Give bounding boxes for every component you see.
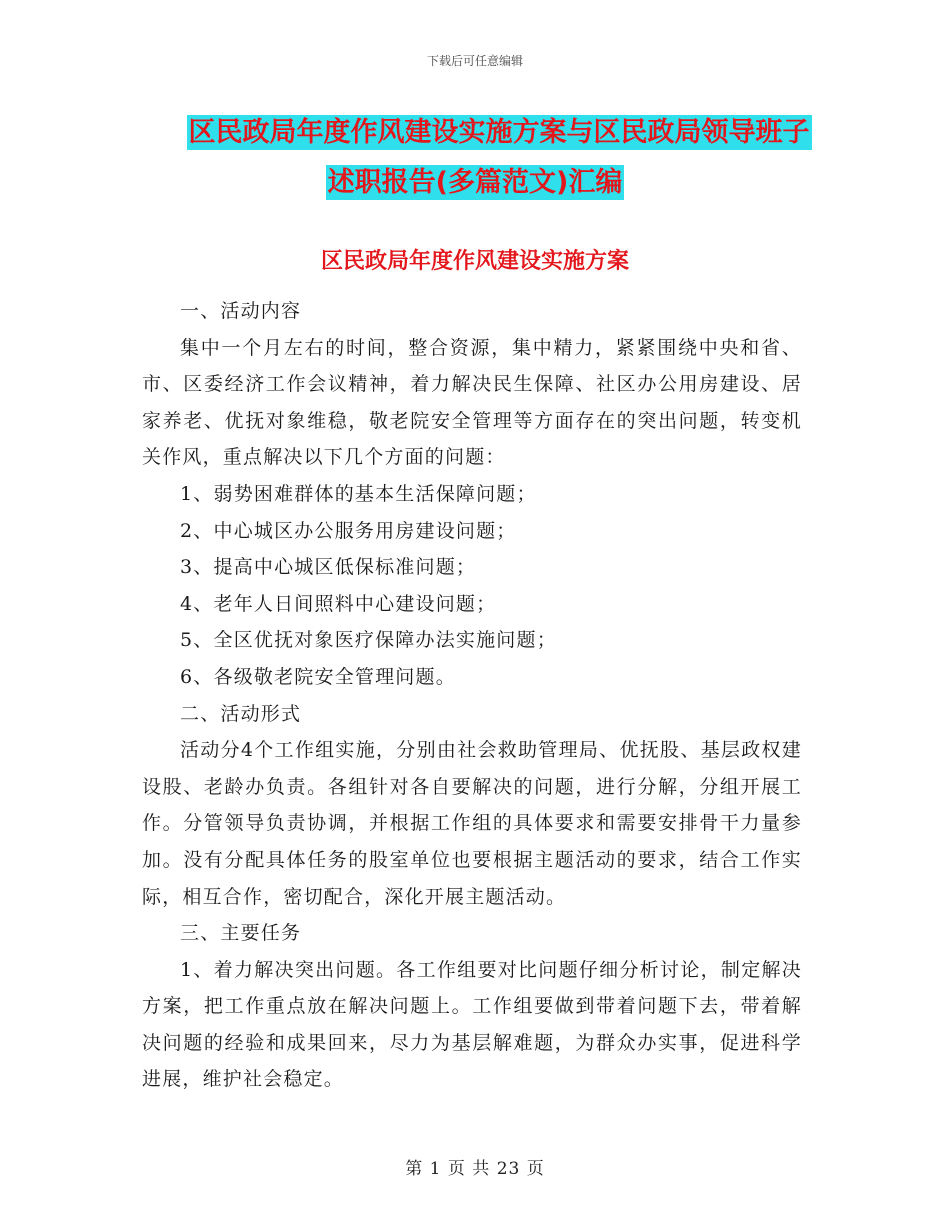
heading-activity-content: 一、活动内容	[180, 300, 302, 322]
list-item: 2、中心城区办公服务用房建设问题；	[180, 519, 517, 542]
list-item: 3、提高中心城区低保标准问题；	[180, 556, 477, 579]
document-title-line-1: 区民政局年度作风建设实施方案与区民政局领导班子	[188, 117, 810, 148]
document-body	[142, 293, 802, 1098]
section-title: 区民政局年度作风建设实施方案	[320, 249, 629, 274]
document-title-line-2: 述职报告(多篇范文)汇编	[327, 167, 623, 198]
paragraph: 活动分4个工作组实施，分别由社会救助管理局、优抚股、基层政权建设股、老龄办负责。各组针对各自要解决的问题，进行分解，分组开展工作。分管领导负责协调，并根据工作组的具体要求和需要安排骨干力量参加。没有分配具体任务的股室单位也要根据主题活动的要求，结合工作实际，相互合作，密切配合，深化开展主题活动。	[142, 739, 802, 908]
list-item: 4、老年人日间照料中心建设问题；	[180, 592, 497, 615]
paragraph: 集中一个月左右的时间，整合资源，集中精力，紧紧围绕中央和省、市、区委经济工作会议精神，着力解决民生保障、社区办公用房建设、居家养老、优抚对象维稳，敬老院安全管理等方面存在的突出问题，转变机关作风，重点解决以下几个方面的问题：	[142, 336, 802, 469]
header-note: 下载后可任意编辑	[426, 54, 523, 68]
list-item: 6、各级敬老院安全管理问题。	[180, 665, 456, 688]
paragraph: 1、着力解决突出问题。各工作组要对比问题仔细分析讨论，制定解决方案，把工作重点放在解决问题上。工作组要做到带着问题下去，带着解决问题的经验和成果回来，尽力为基层解难题，为群众办实事，促进科学进展，维护社会稳定。	[142, 958, 802, 1091]
page-number: 第 1 页 共 23 页	[405, 1159, 545, 1179]
heading-main-tasks: 三、主要任务	[180, 922, 302, 945]
list-item: 5、全区优抚对象医疗保障办法实施问题；	[180, 629, 557, 652]
list-item: 1、弱势困难群体的基本生活保障问题；	[180, 482, 537, 505]
heading-activity-form: 二、活动形式	[180, 702, 302, 725]
document-title	[0, 108, 950, 208]
